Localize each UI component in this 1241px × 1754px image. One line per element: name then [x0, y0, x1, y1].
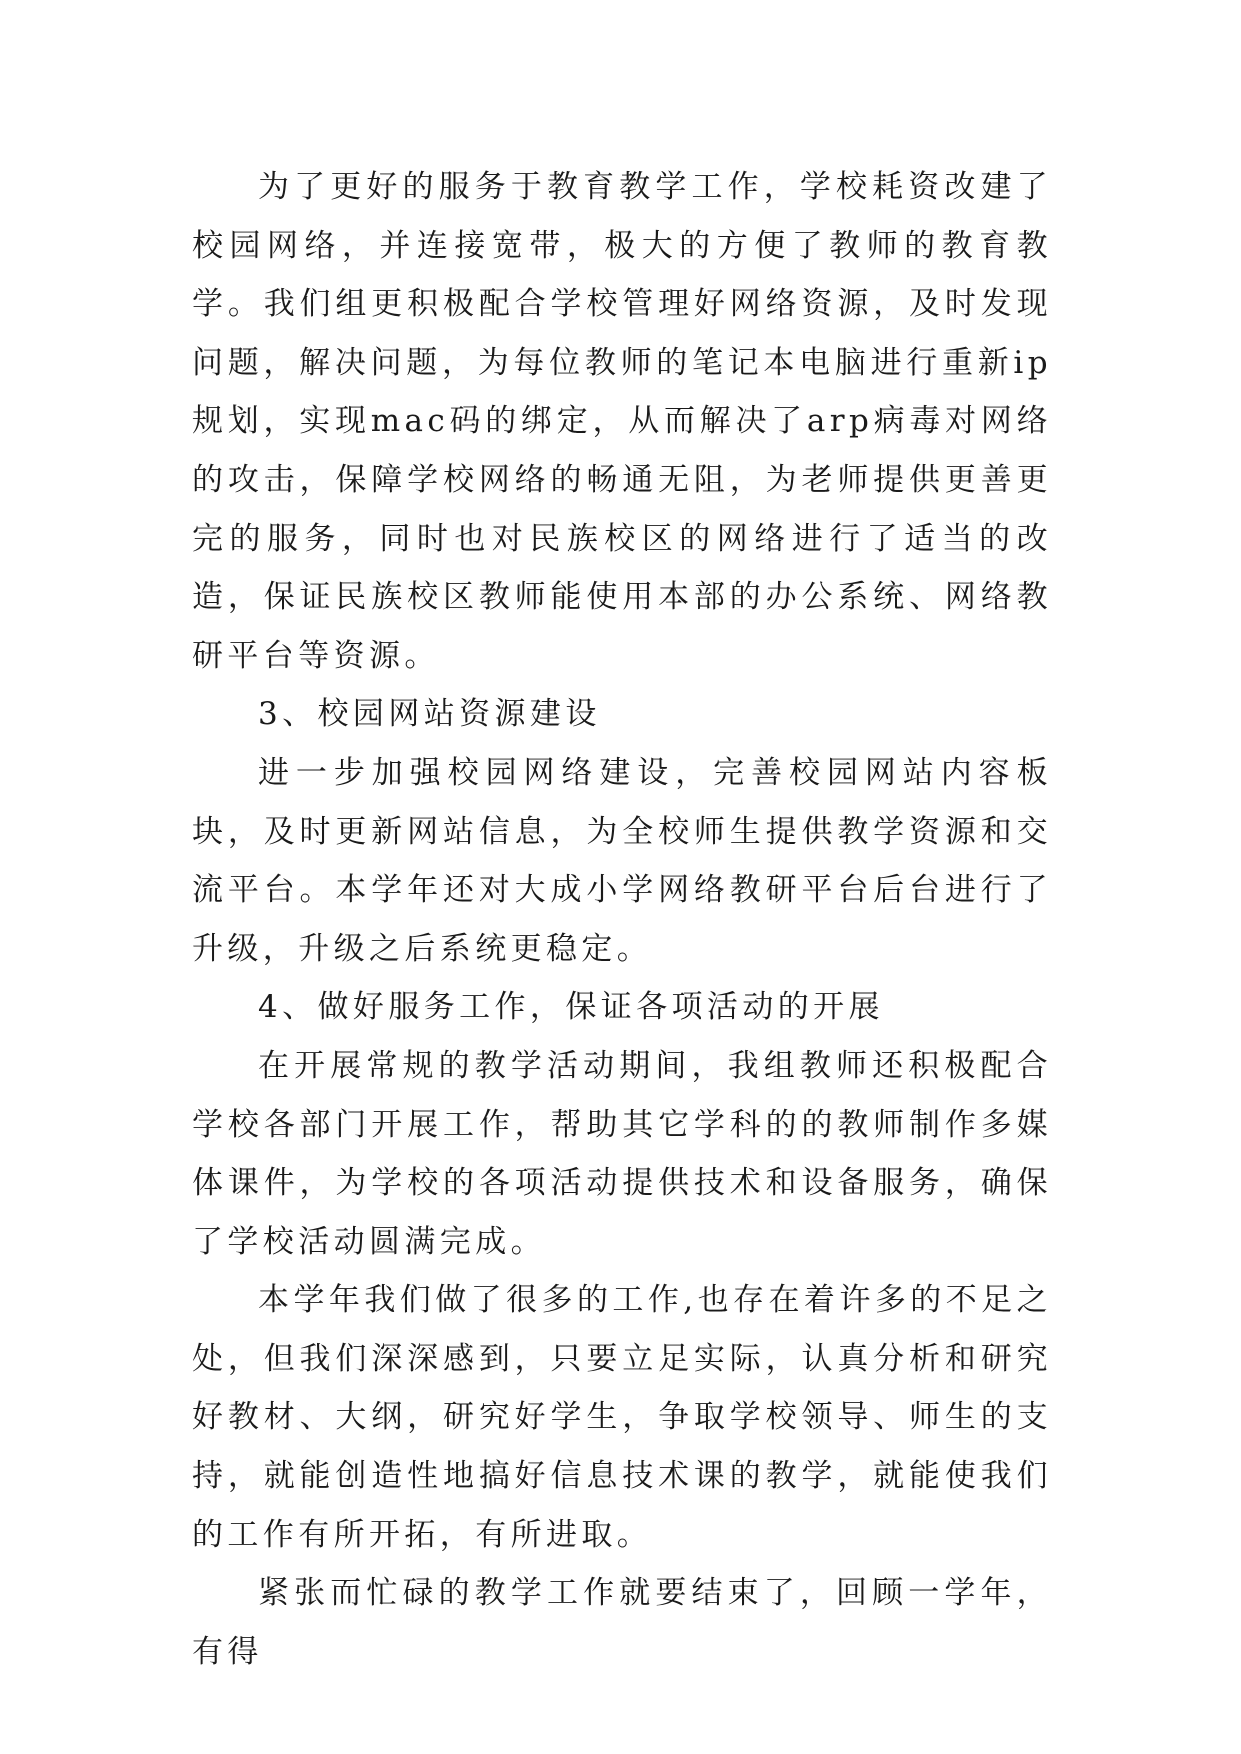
document-body: [192, 158, 1052, 1681]
paragraph-network-renovation: 为了更好的服务于教育教学工作，学校耗资改建了校园网络，并连接宽带，极大的方便了教师的教育教学。我们组更积极配合学校管理好网络资源，及时发现问题，解决问题，为每位教师的笔记本电脑进行重新ip规划，实现mac码的绑定，从而解决了arp病毒对网络的攻击，保障学校网络的畅通无阻，为老师提供更善更完的服务，同时也对民族校区的网络进行了适当的改造，保证民族校区教师能使用本部的办公系统、网络教研平台等资源。: [192, 169, 1052, 674]
paragraph-closing: 紧张而忙碌的教学工作就要结束了，回顾一学年，有得: [192, 1575, 1052, 1670]
section-heading-website-resources: 3、校园网站资源建设: [258, 696, 601, 733]
section-heading-service-work: 4、做好服务工作，保证各项活动的开展: [258, 989, 884, 1026]
paragraph-service-activities: 在开展常规的教学活动期间，我组教师还积极配合学校各部门开展工作，帮助其它学科的的教师制作多媒体课件，为学校的各项活动提供技术和设备服务，确保了学校活动圆满完成。: [192, 1047, 1052, 1260]
paragraph-website-construction: 进一步加强校园网络建设，完善校园网站内容板块，及时更新网站信息，为全校师生提供教学资源和交流平台。本学年还对大成小学网络教研平台后台进行了升级，升级之后系统更稳定。: [192, 754, 1052, 967]
paragraph-year-summary: 本学年我们做了很多的工作,也存在着许多的不足之处，但我们深深感到，只要立足实际，认真分析和研究好教材、大纲，研究好学生，争取学校领导、师生的支持，就能创造性地搞好信息技术课的教学，就能使我们的工作有所开拓，有所进取。: [192, 1282, 1052, 1553]
